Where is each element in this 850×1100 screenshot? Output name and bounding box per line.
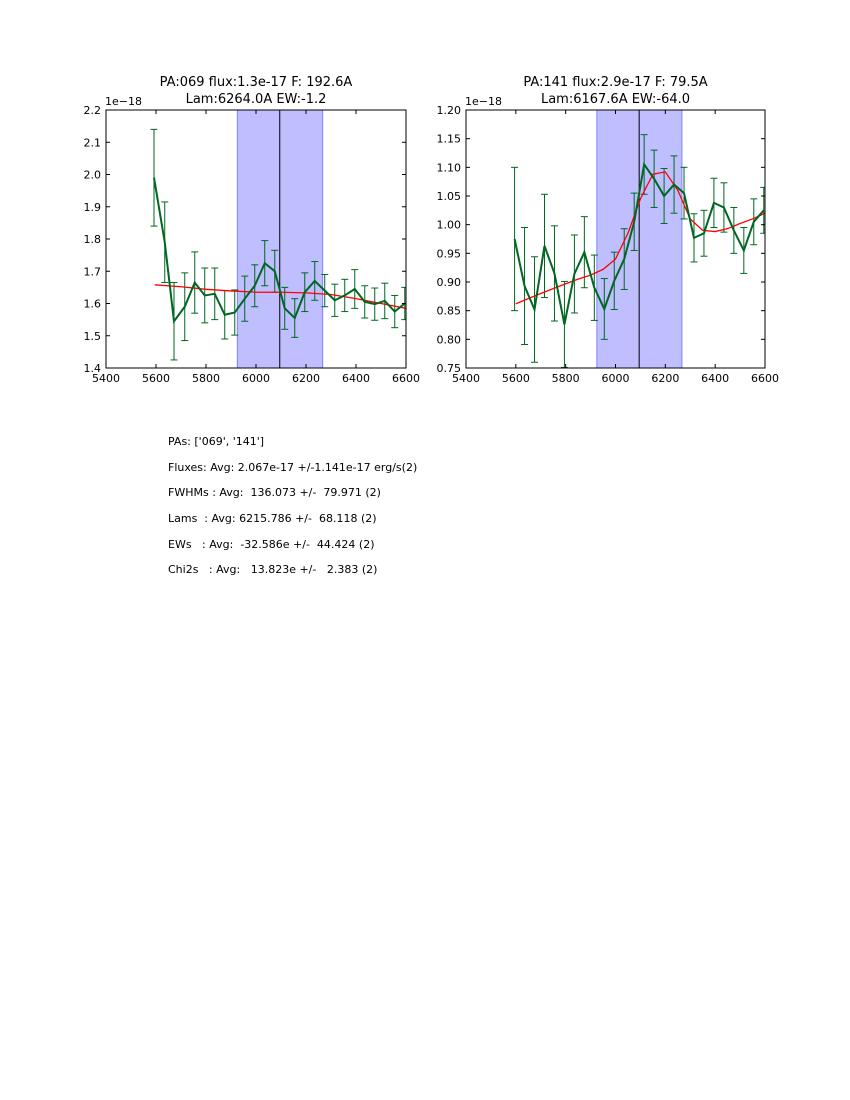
y-tick-label: 2.1 <box>83 136 101 150</box>
stats-lams: Lams : Avg: 6215.786 +/- 68.118 (2) <box>168 512 377 526</box>
chart-subtitle: Lam:6167.6A EW:-64.0 <box>540 92 691 107</box>
y-tick-label: 1.8 <box>83 233 101 246</box>
y-tick-label: 1.15 <box>436 132 461 146</box>
y-tick-label: 2.0 <box>83 168 101 182</box>
y-tick-label: 0.90 <box>436 276 461 289</box>
summary-stats <box>168 435 417 589</box>
y-tick-label: 1.20 <box>436 104 461 117</box>
y-tick-label: 1.05 <box>436 190 461 203</box>
chart-title: PA:069 flux:1.3e-17 F: 192.6A <box>159 75 353 90</box>
chart-1 <box>84 75 421 385</box>
x-tick-label: 6600 <box>751 372 779 385</box>
y-tick-label: 1.7 <box>83 265 101 279</box>
axis-offset-label: 1e−18 <box>465 95 502 108</box>
stats-ews: EWs : Avg: -32.586e +/- 44.424 (2) <box>168 537 375 551</box>
x-tick-label: 5600 <box>142 372 170 385</box>
x-tick-label: 6400 <box>701 372 730 385</box>
y-tick-label: 1.6 <box>83 297 101 311</box>
x-tick-label: 6400 <box>342 372 370 385</box>
chart-2 <box>437 75 780 385</box>
axis-offset-label: 1e−18 <box>105 95 142 108</box>
stats-pas: PAs: ['069', '141'] <box>168 435 265 448</box>
y-tick-label: 2.2 <box>83 104 101 117</box>
y-tick-label: 1.4 <box>83 362 101 375</box>
x-tick-label: 5400 <box>452 372 480 385</box>
y-tick-label: 0.85 <box>436 304 461 318</box>
stats-fluxes: Fluxes: Avg: 2.067e-17 +/-1.141e-17 erg/s(2) <box>168 460 418 474</box>
x-tick-label: 6600 <box>392 372 420 385</box>
chart-title: PA:141 flux:2.9e-17 F: 79.5A <box>523 75 708 90</box>
x-tick-label: 5800 <box>192 372 220 385</box>
y-tick-label: 0.95 <box>436 247 461 261</box>
y-tick-label: 1.00 <box>436 218 461 232</box>
y-tick-label: 0.80 <box>436 333 461 347</box>
x-tick-label: 5800 <box>551 372 580 385</box>
x-tick-label: 6000 <box>601 372 630 385</box>
y-tick-label: 0.75 <box>436 362 461 375</box>
x-tick-label: 6200 <box>651 372 680 385</box>
y-tick-label: 1.9 <box>83 200 101 214</box>
chart-subtitle: Lam:6264.0A EW:-1.2 <box>185 92 327 107</box>
stats-chi2s: Chi2s : Avg: 13.823e +/- 2.383 (2) <box>168 563 378 577</box>
x-tick-label: 6200 <box>292 372 320 385</box>
y-tick-label: 1.5 <box>83 329 101 343</box>
x-tick-label: 5400 <box>92 372 120 385</box>
y-tick-label: 1.10 <box>436 161 461 175</box>
stats-fwhms: FWHMs : Avg: 136.073 +/- 79.971 (2) <box>168 486 381 500</box>
x-tick-label: 6000 <box>242 372 270 385</box>
x-tick-label: 5600 <box>501 372 530 385</box>
